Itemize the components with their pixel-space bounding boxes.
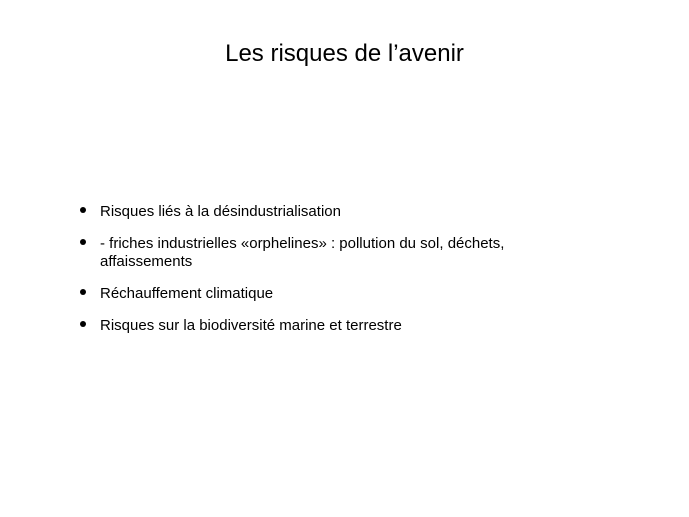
bullet-text: - friches industrielles «orphelines» : pollution du sol, déchets, affaissements: [100, 235, 505, 270]
bullet-item: [78, 317, 598, 335]
bullet-item: [78, 285, 598, 303]
bullet-list: [78, 203, 598, 349]
bullet-item: [78, 235, 598, 271]
bullet-text: Réchauffement climatique: [100, 285, 274, 302]
bullet-dot-icon: [80, 239, 86, 245]
slide-title: Les risques de l’avenir: [225, 40, 464, 67]
bullet-dot-icon: [80, 207, 86, 213]
bullet-item: [78, 203, 598, 221]
bullet-text: Risques sur la biodiversité marine et terrestre: [100, 317, 402, 334]
bullet-text: Risques liés à la désindustrialisation: [100, 203, 341, 220]
bullet-dot-icon: [80, 321, 86, 327]
bullet-dot-icon: [80, 289, 86, 295]
